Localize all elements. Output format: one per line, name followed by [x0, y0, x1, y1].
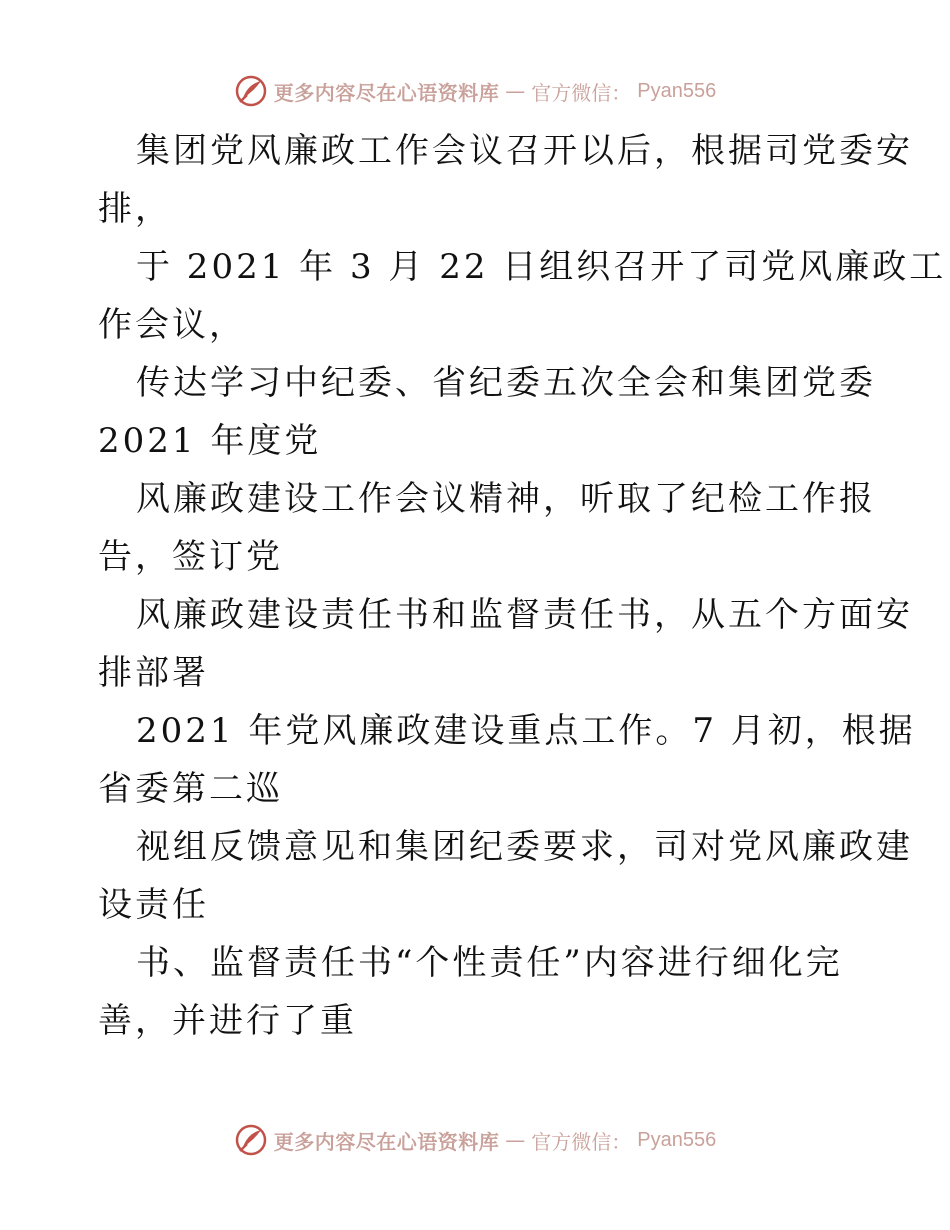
- footer-watermark: [0, 1120, 950, 1160]
- quill-logo-icon: [234, 74, 268, 108]
- text-line: 排，: [98, 189, 172, 229]
- text-line: 风廉政建设责任书和监督责任书，从五个方面安: [136, 595, 913, 635]
- text-line: 于 2021 年 3 月 22 日组织召开了司党风廉政工: [136, 247, 947, 287]
- watermark-dash: —: [505, 1128, 526, 1152]
- text-line: 设责任: [98, 885, 209, 925]
- text-line: 视组反馈意见和集团纪委要求，司对党风廉政建: [136, 827, 913, 867]
- watermark-wechat-label: 官方微信：: [531, 80, 632, 105]
- header-watermark: [0, 71, 950, 111]
- text-line: 作会议，: [98, 305, 246, 345]
- watermark-wechat-id: Pyan556: [637, 1128, 717, 1151]
- text-line: 善，并进行了重: [98, 1001, 357, 1041]
- quill-logo-icon: [234, 1123, 268, 1157]
- text-line: 2021 年度党: [98, 421, 322, 461]
- text-line: 告，签订党: [98, 537, 283, 577]
- watermark-wechat-label: 官方微信：: [531, 1129, 632, 1154]
- text-line: 集团党风廉政工作会议召开以后，根据司党委安: [136, 131, 913, 171]
- text-line: 书、监督责任书“个性责任”内容进行细化完: [136, 943, 843, 983]
- watermark-dash: —: [505, 79, 526, 103]
- text-line: 传达学习中纪委、省纪委五次全会和集团党委: [136, 363, 876, 403]
- watermark-site-text: 更多内容尽在心语资料库: [273, 1129, 500, 1154]
- watermark-site-text: 更多内容尽在心语资料库: [273, 80, 500, 105]
- text-line: 省委第二巡: [98, 769, 283, 809]
- text-line: 2021 年党风廉政建设重点工作。7 月初，根据: [136, 711, 916, 751]
- watermark-wechat-id: Pyan556: [637, 79, 717, 102]
- document-body: [98, 122, 947, 1050]
- text-line: 风廉政建设工作会议精神，听取了纪检工作报: [136, 479, 876, 519]
- text-line: 排部署: [98, 653, 209, 693]
